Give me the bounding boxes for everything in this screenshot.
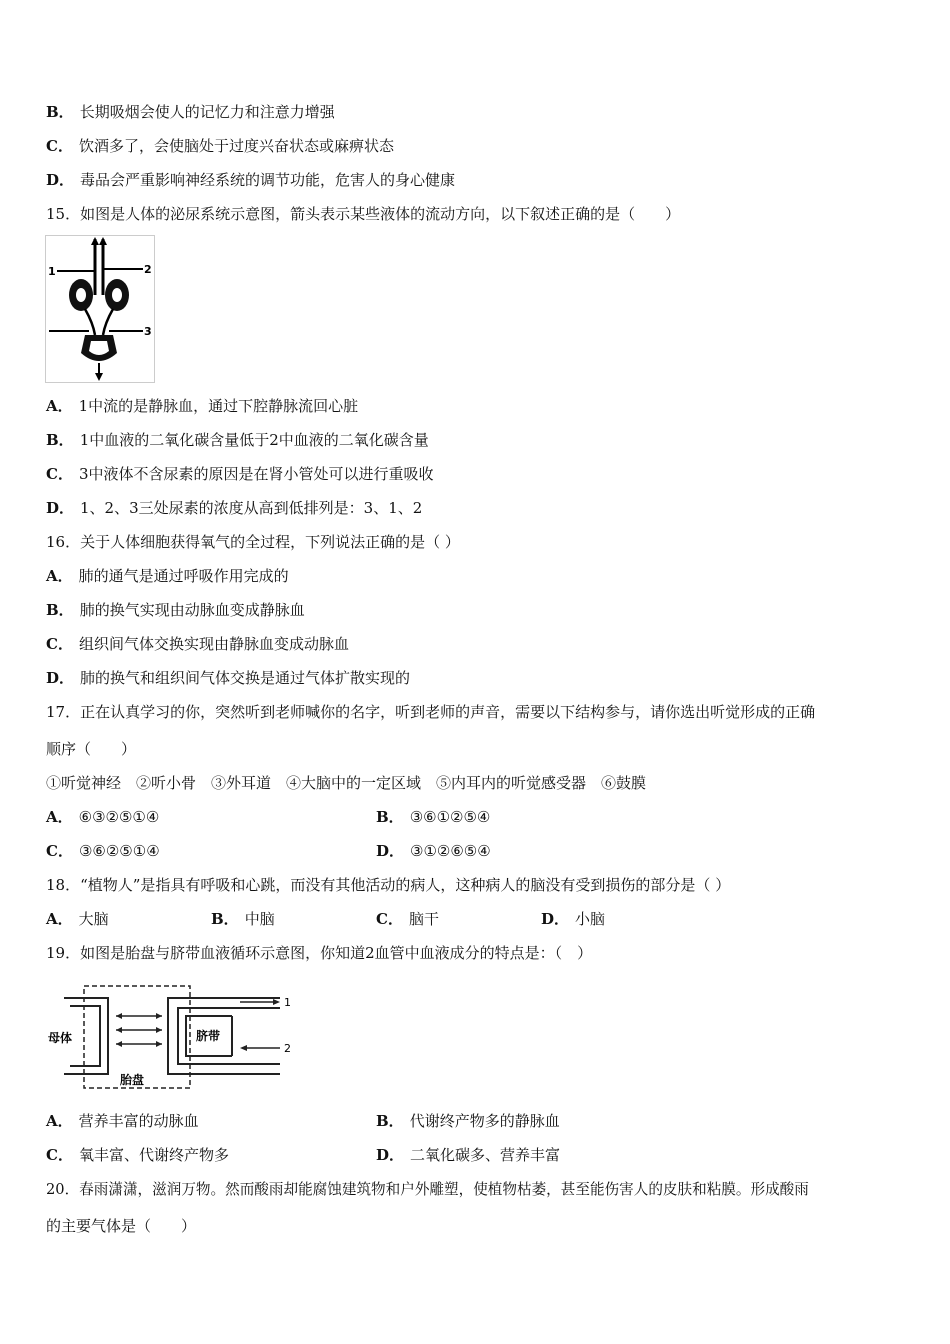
q14-option-d: D． 毒品会严重影响神经系统的调节功能，危害人的身心健康 [46,171,456,189]
q17-option-d: D． ③①②⑥⑤④ [376,842,491,860]
figure-label-mother: 母体 [48,1031,73,1045]
q15-option-c: C． 3中液体不含尿素的原因是在肾小管处可以进行重吸收 [46,465,434,483]
q19-option-d: D． 二氧化碳多、营养丰富 [376,1146,561,1164]
q16-option-a: A． 肺的通气是通过呼吸作用完成的 [46,567,289,585]
q20-stem-line1: 20．春雨潇潇，滋润万物。然而酸雨却能腐蚀建筑物和户外雕塑，使植物枯萎，甚至能伤害人的皮肤和粘膜。形成酸雨 [46,1181,809,1198]
figure-label-1: 1 [48,265,56,278]
figure-label-vessel-1: 1 [284,996,291,1009]
q15-stem: 15．如图是人体的泌尿系统示意图，箭头表示某些液体的流动方向，以下叙述正确的是（ ） [46,205,681,223]
q19-option-c: C． 氧丰富、代谢终产物多 [46,1146,229,1164]
figure-label-cord: 脐带 [196,1029,221,1043]
q18-option-c: C． 脑干 [376,910,439,928]
q16-option-c: C． 组织间气体交换实现由静脉血变成动脉血 [46,635,349,653]
figure-label-vessel-2: 2 [284,1042,291,1055]
q18-option-d: D． 小脑 [541,910,606,928]
q18-stem: 18．“植物人”是指具有呼吸和心跳，而没有其他活动的病人，这种病人的脑没有受到损伤的部分是（ ） [46,876,731,894]
placenta-circulation-figure [44,982,296,1094]
urinary-system-figure [45,235,155,383]
q17-stem-line1: 17．正在认真学习的你，突然听到老师喊你的名字，听到老师的声音，需要以下结构参与，请你选出听觉形成的正确 [46,703,816,721]
q19-option-b: B． 代谢终产物多的静脉血 [376,1112,560,1130]
q15-option-a: A． 1中流的是静脉血，通过下腔静脉流回心脏 [46,397,359,415]
q19-option-a: A． 营养丰富的动脉血 [46,1112,199,1130]
q18-option-b: B． 中脑 [211,910,275,928]
q17-stem-line2: 顺序（ ） [46,740,137,758]
q14-option-c: C． 饮酒多了，会使脑处于过度兴奋状态或麻痹状态 [46,137,394,155]
q16-option-d: D． 肺的换气和组织间气体交换是通过气体扩散实现的 [46,669,411,687]
q16-stem: 16．关于人体细胞获得氧气的全过程，下列说法正确的是（ ） [46,533,460,551]
q17-items: ①听觉神经 ②听小骨 ③外耳道 ④大脑中的一定区域 ⑤内耳内的听觉感受器 ⑥鼓膜 [46,774,647,792]
figure-label-placenta: 胎盘 [120,1073,145,1087]
q15-option-d: D． 1、2、3三处尿素的浓度从高到低排列是：3、1、2 [46,499,423,517]
q18-option-a: A． 大脑 [46,910,109,928]
q16-option-b: B． 肺的换气实现由动脉血变成静脉血 [46,601,305,619]
q17-option-c: C． ③⑥②⑤①④ [46,842,160,860]
q17-option-b: B． ③⑥①②⑤④ [376,808,491,826]
q15-option-b: B． 1中血液的二氧化碳含量低于2中血液的二氧化碳含量 [46,431,429,449]
q17-option-a: A． ⑥③②⑤①④ [46,808,160,826]
q14-option-b: B． 长期吸烟会使人的记忆力和注意力增强 [46,103,335,121]
figure-label-3: 3 [144,325,152,338]
q19-stem: 19．如图是胎盘与脐带血液循环示意图，你知道2血管中血液成分的特点是：（ ） [46,944,593,962]
figure-label-2: 2 [144,263,152,276]
q20-stem-line2: 的主要气体是（ ） [46,1217,197,1235]
